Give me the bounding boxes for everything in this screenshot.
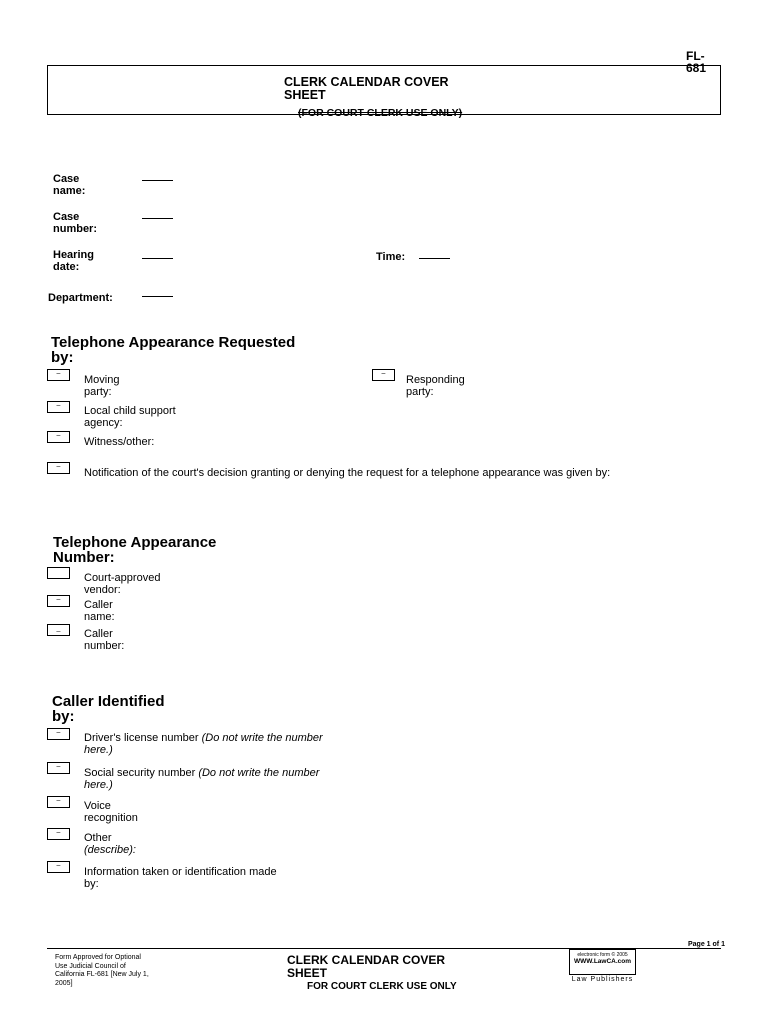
voice-recognition-checkbox[interactable]: – [47, 796, 70, 808]
page-title: CLERK CALENDAR COVER SHEET [284, 75, 449, 102]
footer-subtitle: FOR COURT CLERK USE ONLY [307, 981, 457, 992]
case-name-field[interactable] [142, 180, 173, 181]
caller-name-checkbox[interactable]: – [47, 595, 70, 607]
social-security-label: Social security number (Do not write the number here.) [84, 767, 320, 791]
section-heading-requested: Telephone Appearance Requested by: [51, 334, 296, 366]
footer-title: CLERK CALENDAR COVER SHEET [287, 953, 446, 980]
moving-party-checkbox[interactable]: – [47, 369, 70, 381]
case-number-label: Case number: [53, 211, 97, 235]
caller-number-checkbox[interactable]: _ [47, 624, 70, 636]
publisher-website-link[interactable]: WWW.LawCA.com [573, 958, 632, 965]
other-label: Other (describe): [84, 832, 136, 856]
caller-name-label: Caller name: [84, 599, 115, 623]
caller-number-label: Caller number: [84, 628, 125, 652]
witness-other-label: Witness/other: [84, 436, 155, 448]
time-field[interactable] [419, 258, 450, 259]
child-support-agency-checkbox[interactable]: – [47, 401, 70, 413]
witness-other-checkbox[interactable]: – [47, 431, 70, 443]
notification-checkbox[interactable]: – [47, 462, 70, 474]
publisher-stamp [569, 949, 636, 975]
moving-party-label: Moving party: [84, 374, 120, 398]
responding-party-label: Responding party: [406, 374, 465, 398]
other-checkbox[interactable]: – [47, 828, 70, 840]
department-label: Department: [48, 292, 113, 304]
time-label: Time: [376, 251, 406, 263]
responding-party-checkbox[interactable]: – [372, 369, 395, 381]
social-security-checkbox[interactable]: – [47, 762, 70, 774]
voice-recognition-label: Voice recognition [84, 800, 138, 824]
identification-made-label: Information taken or identification made by: [84, 866, 277, 890]
section-heading-identified: Caller Identified by: [52, 693, 165, 725]
drivers-license-checkbox[interactable]: – [47, 728, 70, 740]
child-support-agency-label: Local child support agency: [84, 405, 176, 429]
case-number-field[interactable] [142, 218, 173, 219]
publisher-name: Law Publishers [571, 976, 634, 983]
case-name-label: Case name: [53, 173, 86, 197]
notification-label: Notification of the court's decision granting or denying the request for a telephone appearance was given by: [84, 467, 611, 479]
section-heading-number: Telephone Appearance Number: [53, 534, 217, 566]
footer-approval-text: Form Approved for Optional Use Judicial Council of California FL-681 [New July 1, 2005] [55, 954, 149, 987]
form-number: FL-681 [686, 49, 707, 75]
department-field[interactable] [142, 296, 173, 297]
stamp-top-text: electronic form © 2005 [577, 952, 628, 958]
court-vendor-checkbox[interactable] [47, 567, 70, 579]
court-vendor-label: Court-approved vendor: [84, 572, 161, 596]
hearing-date-label: Hearing date: [53, 249, 94, 273]
identification-made-checkbox[interactable]: – [47, 861, 70, 873]
hearing-date-field[interactable] [142, 258, 173, 259]
page-number: Page 1 of 1 [688, 941, 725, 948]
page-subtitle: (FOR COURT CLERK USE ONLY) [298, 107, 463, 119]
drivers-license-label: Driver's license number (Do not write the number here.) [84, 732, 323, 756]
